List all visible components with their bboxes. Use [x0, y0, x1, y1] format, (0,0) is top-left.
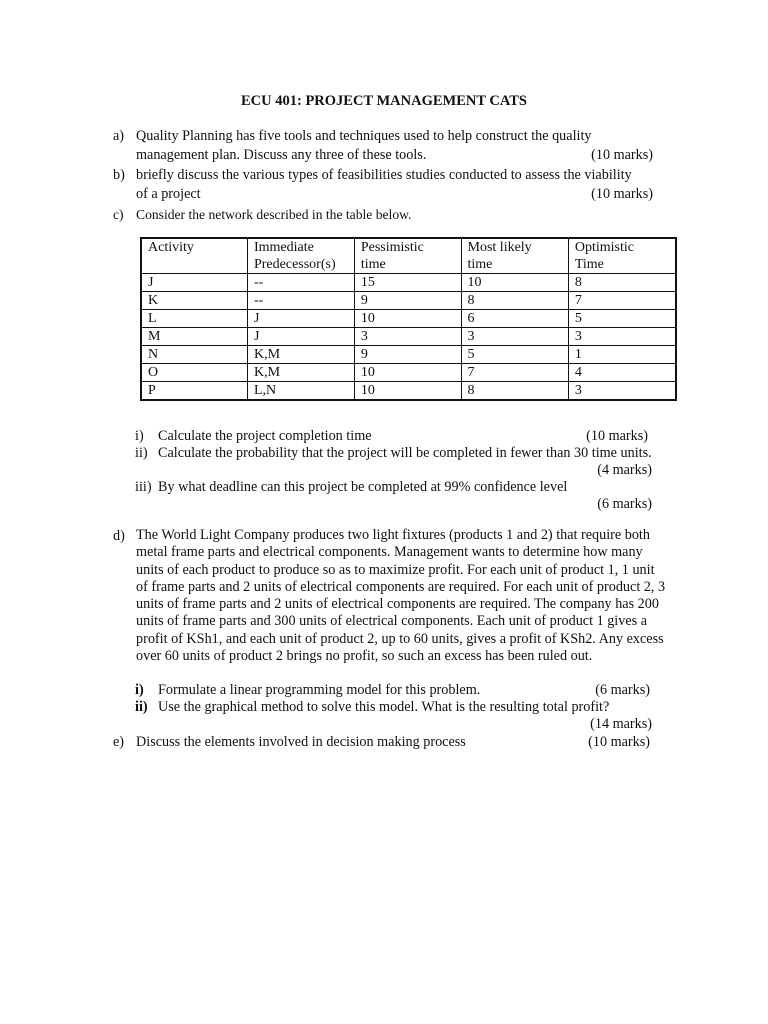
marks: (10 marks): [591, 186, 653, 202]
paragraph-line: of frame parts and 2 units of electrical components are required. For each unit of product 2, 3: [136, 578, 666, 595]
question-label: e): [113, 734, 125, 750]
question-e: [113, 733, 673, 752]
question-c-ii: [135, 444, 655, 480]
sub-label: ii): [135, 445, 148, 461]
sub-text: By what deadline can this project be completed at 99% confidence level: [158, 479, 568, 495]
table-cell: L: [141, 310, 247, 328]
table-header-cell: Immediate Predecessor(s): [247, 238, 354, 274]
table-cell: 5: [461, 346, 568, 364]
table-cell: K: [141, 292, 247, 310]
question-d-ii: [135, 698, 655, 734]
table-cell: 3: [461, 328, 568, 346]
table-cell: 10: [461, 274, 568, 292]
table-cell: 10: [354, 382, 461, 401]
question-label: d): [113, 528, 125, 544]
table-cell: 7: [461, 364, 568, 382]
marks: (10 marks): [586, 428, 648, 444]
table-row: [141, 328, 676, 346]
table-header-cell: Activity: [141, 238, 247, 274]
table-cell: L,N: [247, 382, 354, 401]
table-cell: 5: [568, 310, 676, 328]
table-header-cell: Most likely time: [461, 238, 568, 274]
question-text: Quality Planning has five tools and techniques used to help construct the quality: [136, 128, 592, 144]
table-cell: J: [247, 310, 354, 328]
table-cell: J: [141, 274, 247, 292]
question-a: [113, 127, 673, 165]
paragraph-line: units of frame parts and 300 units of electrical components. Each unit of product 1 gives a: [136, 613, 647, 630]
network-table: [140, 237, 677, 401]
question-text: Consider the network described in the table below.: [136, 207, 412, 222]
question-text: Discuss the elements involved in decision making process: [136, 734, 466, 750]
table-row: [141, 310, 676, 328]
question-label: b): [113, 167, 125, 183]
question-d: [113, 527, 679, 665]
table-row: [141, 382, 676, 401]
sub-text: Calculate the project completion time: [158, 428, 372, 444]
table-cell: K,M: [247, 346, 354, 364]
paragraph-line: metal frame parts and electrical components. Management wants to determine how many: [136, 544, 643, 561]
table-cell: 15: [354, 274, 461, 292]
question-text: management plan. Discuss any three of these tools.: [136, 147, 427, 163]
table-cell: 7: [568, 292, 676, 310]
table-cell: 8: [568, 274, 676, 292]
table-cell: K,M: [247, 364, 354, 382]
marks: (10 marks): [588, 734, 650, 750]
marks: (14 marks): [590, 716, 652, 732]
paragraph-line: units of frame parts and 2 units of electrical components are required. The company has 200: [136, 596, 659, 613]
table-row: [141, 292, 676, 310]
table-header-row: [141, 238, 676, 274]
table-cell: 6: [461, 310, 568, 328]
table-row: [141, 274, 676, 292]
question-b: [113, 166, 673, 204]
table-cell: 8: [461, 382, 568, 401]
table-cell: --: [247, 292, 354, 310]
question-label: c): [113, 207, 124, 222]
table-cell: 3: [568, 382, 676, 401]
paragraph-line: units of each product to produce so as to maximize profit. For each unit of product 1, 1 unit: [136, 561, 655, 578]
page-title: ECU 401: PROJECT MANAGEMENT CATS: [241, 93, 527, 109]
question-c-iii: [135, 478, 655, 514]
marks: (6 marks): [595, 682, 650, 698]
table-cell: O: [141, 364, 247, 382]
question-text: of a project: [136, 186, 201, 202]
table-cell: 10: [354, 310, 461, 328]
question-text: briefly discuss the various types of feasibilities studies conducted to assess the viability: [136, 167, 632, 183]
marks: (6 marks): [597, 496, 652, 512]
table-cell: N: [141, 346, 247, 364]
question-c: [113, 205, 673, 224]
table-cell: P: [141, 382, 247, 401]
table-cell: 3: [568, 328, 676, 346]
table-header-cell: Pessimistic time: [354, 238, 461, 274]
question-paragraph: [136, 527, 679, 665]
paragraph-line: The World Light Company produces two light fixtures (products 1 and 2) that require both: [136, 527, 650, 543]
marks: (10 marks): [591, 147, 653, 163]
sub-text: Calculate the probability that the project will be completed in fewer than 30 time units.: [158, 445, 652, 461]
sub-label: ii): [135, 699, 148, 715]
table-cell: M: [141, 328, 247, 346]
table-cell: J: [247, 328, 354, 346]
marks: (4 marks): [597, 462, 652, 478]
table-row: [141, 364, 676, 382]
paragraph-line: profit of KSh1, and each unit of product 2, up to 60 units, gives a profit of KSh2. Any excess: [136, 630, 664, 647]
table-header-cell: Optimistic Time: [568, 238, 676, 274]
sub-label: i): [135, 428, 144, 444]
table-row: [141, 346, 676, 364]
table-cell: 4: [568, 364, 676, 382]
sub-label: i): [135, 682, 144, 698]
table-cell: 10: [354, 364, 461, 382]
question-label: a): [113, 128, 125, 144]
table-cell: 9: [354, 292, 461, 310]
table-cell: 1: [568, 346, 676, 364]
table-cell: --: [247, 274, 354, 292]
table-cell: 9: [354, 346, 461, 364]
sub-text: Use the graphical method to solve this model. What is the resulting total profit?: [158, 699, 610, 715]
paragraph-line: over 60 units of product 2 brings no profit, so such an excess has been ruled out.: [136, 648, 593, 665]
sub-label: iii): [135, 479, 152, 495]
table-cell: 3: [354, 328, 461, 346]
table-cell: 8: [461, 292, 568, 310]
sub-text: Formulate a linear programming model for this problem.: [158, 682, 481, 698]
